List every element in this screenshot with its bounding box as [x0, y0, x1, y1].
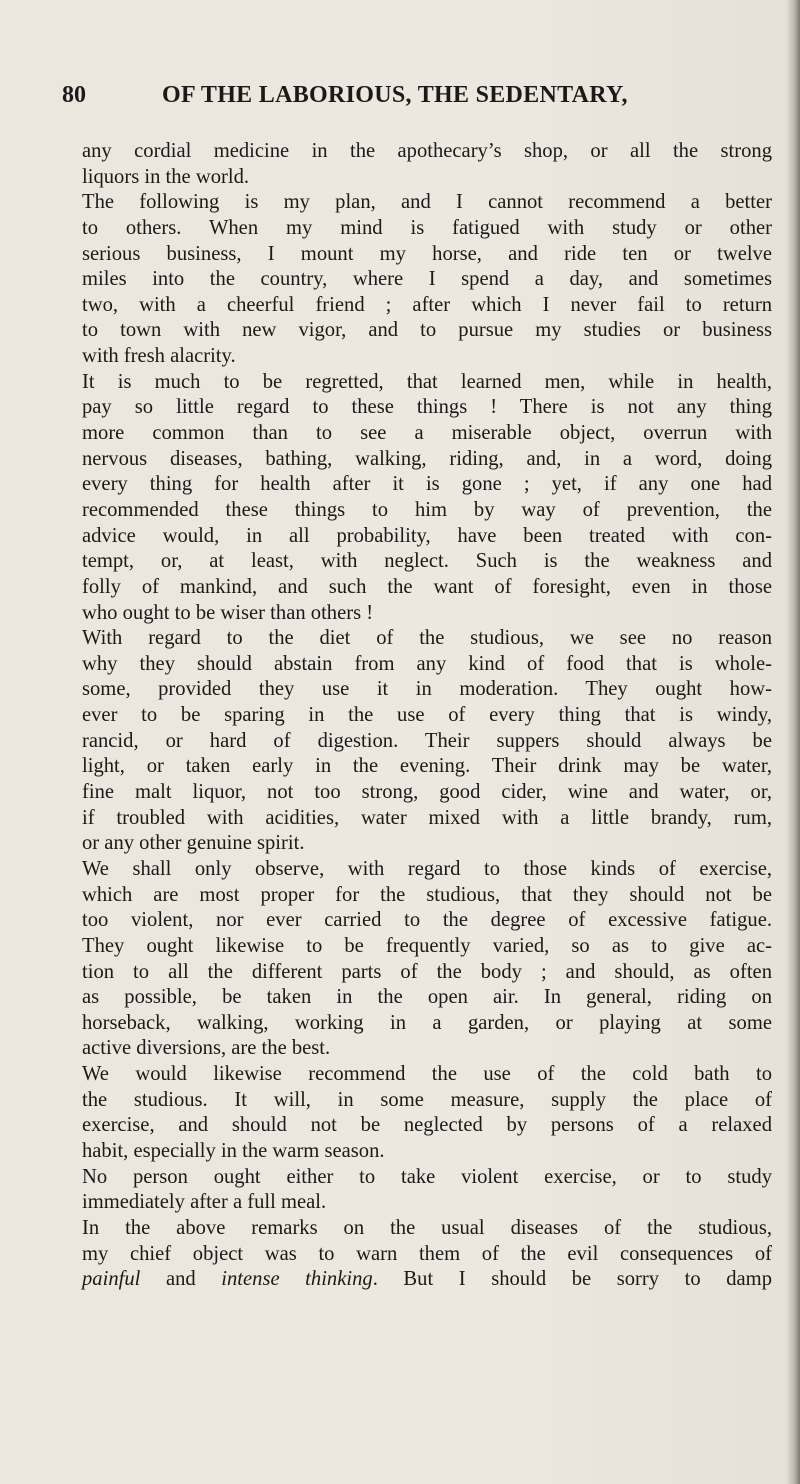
- text-line: the studious. It will, in some measure, supply the place of: [82, 1088, 772, 1111]
- text-line: folly of mankind, and such the want of foresight, even in those: [82, 575, 772, 598]
- text-line: nervous diseases, bathing, walking, riding, and, in a word, doing: [82, 447, 772, 470]
- text-line: which are most proper for the studious, that they should not be: [82, 883, 772, 906]
- text-line: miles into the country, where I spend a day, and sometimes: [82, 268, 772, 291]
- text-line: The following is my plan, and I cannot recommend a better: [82, 191, 772, 214]
- page-header: [62, 82, 702, 116]
- text-line: my chief object was to warn them of the evil consequences of: [82, 1242, 772, 1265]
- text-line: to others. When my mind is fatigued with study or other: [82, 216, 772, 239]
- text-line: pay so little regard to these things ! There is not any thing: [82, 396, 772, 419]
- text-line: tion to all the different parts of the body ; and should, as often: [82, 960, 772, 983]
- text-line: light, or taken early in the evening. Their drink may be water,: [82, 755, 772, 778]
- text-line: if troubled with acidities, water mixed with a little brandy, rum,: [82, 806, 772, 829]
- text-line: They ought likewise to be frequently varied, so as to give ac-: [82, 934, 772, 957]
- text-line: No person ought either to take violent exercise, or to study: [82, 1165, 772, 1188]
- text-line: some, provided they use it in moderation. They ought how-: [82, 678, 772, 701]
- running-head: OF THE LABORIOUS, THE SEDENTARY,: [162, 82, 628, 108]
- text-line: every thing for health after it is gone ; yet, if any one had: [82, 473, 772, 496]
- text-line: We shall only observe, with regard to those kinds of exercise,: [82, 857, 772, 880]
- text-line: any cordial medicine in the apothecary’s shop, or all the strong: [82, 140, 772, 162]
- text-line: tempt, or, at least, with neglect. Such is the weakness and: [82, 550, 772, 573]
- page-edge-shadow: [786, 0, 800, 1484]
- text-line: painful and intense thinking. But I should be sorry to damp: [82, 1268, 772, 1291]
- text-line: In the above remarks on the usual diseases of the studious,: [82, 1216, 772, 1239]
- text-line: liquors in the world.: [82, 165, 250, 188]
- text-line: as possible, be taken in the open air. In general, riding on: [82, 986, 772, 1009]
- text-line: two, with a cheerful friend ; after which I never fail to return: [82, 293, 772, 316]
- text-line: recommended these things to him by way of prevention, the: [82, 498, 772, 521]
- text-line: why they should abstain from any kind of food that is whole-: [82, 652, 772, 675]
- text-line: active diversions, are the best.: [82, 1037, 331, 1060]
- text-line: exercise, and should not be neglected by persons of a relaxed: [82, 1114, 772, 1137]
- text-line: rancid, or hard of digestion. Their suppers should always be: [82, 729, 772, 752]
- text-line: or any other genuine spirit.: [82, 832, 305, 855]
- text-line: who ought to be wiser than others !: [82, 601, 374, 624]
- text-line: to town with new vigor, and to pursue my studies or business: [82, 319, 772, 342]
- text-line: more common than to see a miserable object, overrun with: [82, 422, 772, 445]
- text-line: serious business, I mount my horse, and ride ten or twelve: [82, 242, 772, 265]
- text-line: We would likewise recommend the use of the cold bath to: [82, 1063, 772, 1086]
- text-line: horseback, walking, working in a garden, or playing at some: [82, 1011, 772, 1034]
- text-line: with fresh alacrity.: [82, 345, 236, 368]
- text-line: habit, especially in the warm season.: [82, 1139, 385, 1162]
- body-text: [82, 139, 772, 1293]
- text-line: With regard to the diet of the studious, we see no reason: [82, 627, 772, 650]
- page-number: 80: [62, 82, 86, 108]
- text-line: It is much to be regretted, that learned men, while in health,: [82, 370, 772, 393]
- text-line: advice would, in all probability, have been treated with con-: [82, 524, 772, 547]
- text-line: fine malt liquor, not too strong, good cider, wine and water, or,: [82, 781, 772, 804]
- text-line: too violent, nor ever carried to the degree of excessive fatigue.: [82, 909, 772, 932]
- text-line: ever to be sparing in the use of every thing that is windy,: [82, 704, 772, 727]
- text-line: immediately after a full meal.: [82, 1191, 327, 1214]
